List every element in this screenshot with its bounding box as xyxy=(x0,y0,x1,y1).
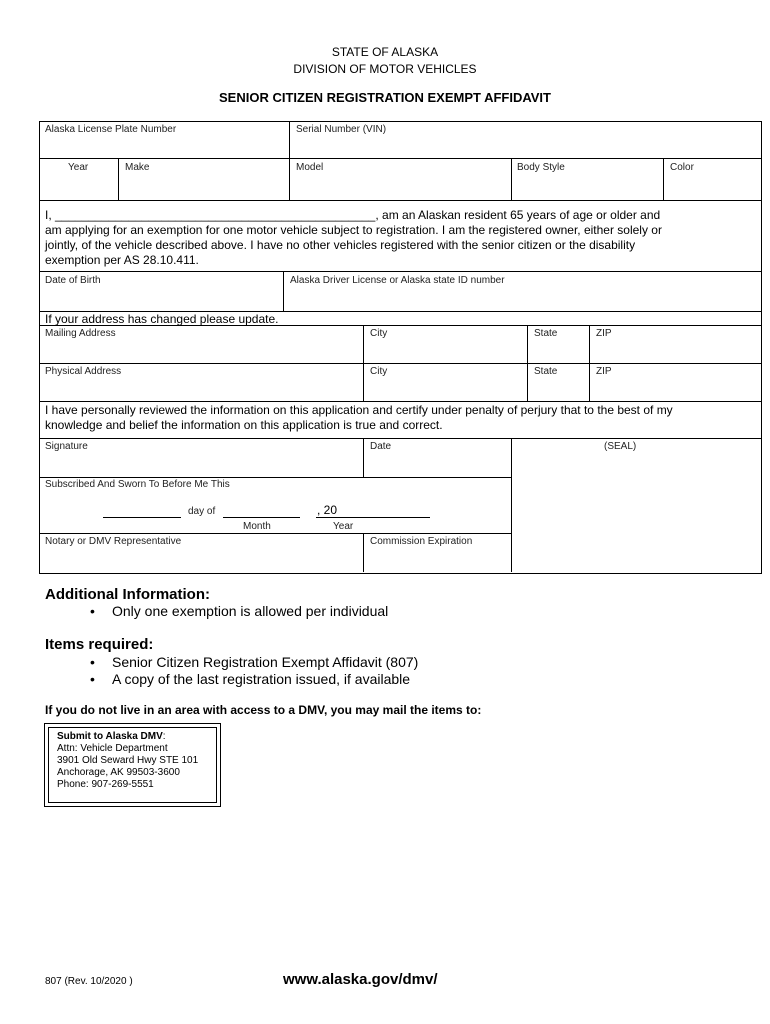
address-note: If your address has changed please update. xyxy=(45,312,279,326)
physical-zip-field[interactable] xyxy=(592,379,758,399)
col-divider xyxy=(589,325,590,401)
col-divider xyxy=(663,158,664,200)
month-line[interactable] xyxy=(223,517,300,518)
mailing-address-label: Mailing Address xyxy=(45,328,116,339)
additional-item-text: Only one exemption is allowed per individual xyxy=(112,603,389,619)
mailing-state-label: State xyxy=(534,328,558,339)
dob-label: Date of Birth xyxy=(45,275,101,286)
mailing-state-field[interactable] xyxy=(530,341,586,361)
footer-url[interactable]: www.alaska.gov/dmv/ xyxy=(283,971,438,988)
mailing-city-field[interactable] xyxy=(366,341,524,361)
row-divider xyxy=(39,363,761,364)
required-item xyxy=(90,671,410,687)
statement-line-4: exemption per AS 28.10.411. xyxy=(45,253,199,267)
col-divider xyxy=(363,438,364,477)
mail-note: If you do not live in an area with access to a DMV, you may mail the items to: xyxy=(45,703,482,717)
col-divider xyxy=(527,325,528,401)
seal-label: (SEAL) xyxy=(604,441,637,452)
col-divider xyxy=(511,438,512,572)
mailing-address-field[interactable] xyxy=(42,341,360,361)
statement-line-3: jointly, of the vehicle described above. I have no other vehicles registered with the senior citizen or the disability xyxy=(45,238,636,252)
sworn-year-label: Year xyxy=(333,521,354,532)
certify-line-2: knowledge and belief the information on this application is true and correct. xyxy=(45,418,443,432)
agency-division: DIVISION OF MOTOR VEHICLES xyxy=(293,62,477,76)
col-divider xyxy=(363,533,364,572)
dob-field[interactable] xyxy=(42,288,280,308)
sworn-label: Subscribed And Sworn To Before Me This xyxy=(45,479,230,490)
required-item-text: A copy of the last registration issued, if available xyxy=(112,671,411,687)
physical-city-label: City xyxy=(370,366,388,377)
col-divider xyxy=(289,121,290,200)
submit-title-line: Submit to Alaska DMV: xyxy=(57,731,166,742)
mailing-city-label: City xyxy=(370,328,388,339)
plate-label: Alaska License Plate Number xyxy=(45,124,177,135)
seal-area xyxy=(515,456,757,568)
additional-item xyxy=(90,603,388,619)
make-label: Make xyxy=(125,162,150,173)
mailing-zip-label: ZIP xyxy=(596,328,612,339)
physical-state-field[interactable] xyxy=(530,379,586,399)
row-divider xyxy=(39,438,761,439)
plate-field[interactable] xyxy=(45,138,285,156)
license-field[interactable] xyxy=(286,288,758,308)
agency-state: STATE OF ALASKA xyxy=(331,45,439,59)
physical-address-label: Physical Address xyxy=(45,366,122,377)
row-divider xyxy=(39,158,761,159)
certify-line-1: I have personally reviewed the information on this application and certify under penalty of perjury that to the best of my xyxy=(45,403,673,417)
sworn-year-line[interactable] xyxy=(316,517,430,518)
month-label: Month xyxy=(243,521,271,532)
required-item xyxy=(90,654,418,670)
commission-field[interactable] xyxy=(366,549,508,569)
required-heading: Items required: xyxy=(45,636,154,653)
form-title: SENIOR CITIZEN REGISTRATION EXEMPT AFFIDAVIT xyxy=(219,90,551,105)
bullet-icon: • xyxy=(90,603,95,619)
day-line[interactable] xyxy=(103,517,181,518)
model-field[interactable] xyxy=(292,175,508,197)
row-divider xyxy=(39,401,761,402)
row-divider xyxy=(39,271,761,272)
submit-line-3: Anchorage, AK 99503-3600 xyxy=(57,767,180,778)
signature-label: Signature xyxy=(45,441,88,452)
body-style-label: Body Style xyxy=(517,162,565,173)
col-divider xyxy=(363,325,364,401)
year-field[interactable] xyxy=(42,175,116,197)
day-of-label: day of xyxy=(188,506,216,517)
vin-field[interactable] xyxy=(296,138,756,156)
submit-line-2: 3901 Old Seward Hwy STE 101 xyxy=(57,755,199,766)
submit-box xyxy=(44,723,221,807)
color-field[interactable] xyxy=(666,175,758,197)
signature-field[interactable] xyxy=(42,454,360,475)
physical-city-field[interactable] xyxy=(366,379,524,399)
bullet-icon: • xyxy=(90,671,95,687)
row-divider xyxy=(39,477,511,478)
physical-address-field[interactable] xyxy=(42,379,360,399)
physical-state-label: State xyxy=(534,366,558,377)
col-divider xyxy=(283,271,284,311)
form-number: 807 (Rev. 10/2020 ) xyxy=(45,976,133,987)
submit-line-1: Attn: Vehicle Department xyxy=(57,743,168,754)
date-field[interactable] xyxy=(366,454,508,475)
additional-heading: Additional Information: xyxy=(45,586,210,603)
mailing-zip-field[interactable] xyxy=(592,341,758,361)
row-divider xyxy=(39,200,761,201)
statement-line-1: I, ________________________________________________, am an Alaskan resident 65 years of age or older and xyxy=(45,208,661,222)
license-label: Alaska Driver License or Alaska state ID number xyxy=(290,275,505,286)
notary-field[interactable] xyxy=(42,549,360,569)
date-label: Date xyxy=(370,441,392,452)
year-label: Year xyxy=(68,162,89,173)
required-item-text: Senior Citizen Registration Exempt Affidavit (807) xyxy=(112,654,419,670)
physical-zip-label: ZIP xyxy=(596,366,612,377)
color-label: Color xyxy=(670,162,694,173)
commission-label: Commission Expiration xyxy=(370,536,473,547)
row-divider xyxy=(39,533,511,534)
make-field[interactable] xyxy=(121,175,286,197)
notary-label: Notary or DMV Representative xyxy=(45,536,182,547)
col-divider xyxy=(118,158,119,200)
year-prefix: , 20 xyxy=(317,503,338,517)
model-label: Model xyxy=(296,162,324,173)
submit-line-4: Phone: 907-269-5551 xyxy=(57,779,154,790)
statement-line-2: am applying for an exemption for one motor vehicle subject to registration. I am the registered owner, either solely or xyxy=(45,223,662,237)
bullet-icon: • xyxy=(90,654,95,670)
submit-title: Submit to Alaska DMV xyxy=(57,731,163,742)
body-style-field[interactable] xyxy=(514,175,660,197)
col-divider xyxy=(511,158,512,200)
vin-label: Serial Number (VIN) xyxy=(296,124,387,135)
